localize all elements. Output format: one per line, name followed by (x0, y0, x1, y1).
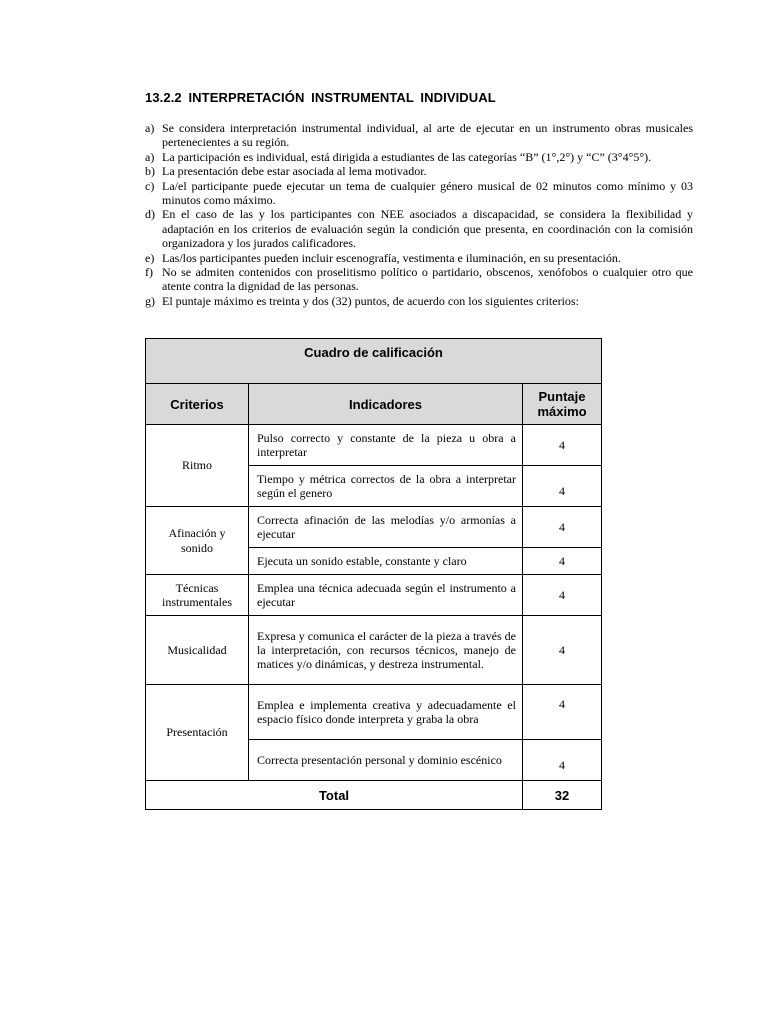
table-header-row (146, 384, 602, 425)
list-item (145, 207, 693, 250)
list-item (145, 294, 693, 308)
list-text: No se admiten contenidos con proselitismo político o partidario, obscenos, xenófobos o cualquier otro que atente contra la dignidad de las personas. (162, 265, 693, 294)
list-marker: e) (145, 250, 155, 265)
list-item (145, 179, 693, 208)
puntaje-cell: 4 (523, 740, 602, 781)
list-text: Las/los participantes pueden incluir escenografía, vestimenta e iluminación, en su presentación. (162, 250, 621, 265)
total-value: 32 (523, 781, 602, 810)
list-item (145, 251, 693, 265)
indicador-cell: Correcta presentación personal y dominio escénico (249, 740, 523, 781)
rules-list (145, 121, 693, 308)
list-item (145, 265, 693, 294)
indicador-cell: Emplea una técnica adecuada según el instrumento a ejecutar (249, 575, 523, 616)
indicador-cell: Tiempo y métrica correctos de la obra a interpretar según el genero (249, 466, 523, 507)
list-marker: a) (145, 121, 155, 135)
criterio-tecnicas: Técnicas instrumentales (146, 575, 249, 616)
list-marker: b) (145, 164, 155, 179)
list-text: En el caso de las y los participantes con NEE asociados a discapacidad, se considera la flexibilidad y adaptación en los criterios de evaluación según la condición que presenta, en coordinación con la comisión organizadora y los jurados calificadores. (162, 207, 693, 251)
list-item (145, 164, 693, 178)
indicador-cell: Ejecuta un sonido estable, constante y claro (249, 548, 523, 575)
list-item (145, 150, 693, 164)
table-row (146, 685, 602, 740)
header-puntaje: Puntaje máximo (523, 384, 602, 425)
criterio-afinacion: Afinación y sonido (146, 507, 249, 575)
list-item (145, 121, 693, 150)
table-title-row (146, 339, 602, 384)
criterio-musicalidad: Musicalidad (146, 616, 249, 685)
list-marker: f) (145, 265, 153, 280)
criterio-ritmo: Ritmo (146, 425, 249, 507)
list-text: La participación es individual, está dirigida a estudiantes de las categorías “B” (1°,2°) y “C” (3°4°5°). (162, 149, 652, 164)
list-text: La/el participante puede ejecutar un tema de cualquier género musical de 02 minutos como mínimo y 03 minutos como máximo. (162, 178, 693, 208)
table-row (146, 616, 602, 685)
indicador-cell: Correcta afinación de las melodías y/o armonías a ejecutar (249, 507, 523, 548)
puntaje-cell: 4 (523, 466, 602, 507)
header-indicadores: Indicadores (249, 384, 523, 425)
list-marker: d) (145, 207, 155, 222)
list-marker: c) (145, 178, 155, 193)
table-row (146, 575, 602, 616)
table-row (146, 507, 602, 548)
puntaje-cell: 4 (523, 575, 602, 616)
list-marker: a) (145, 149, 155, 164)
criterio-presentacion: Presentación (146, 685, 249, 781)
table-total-row (146, 781, 602, 810)
puntaje-cell: 4 (523, 425, 602, 466)
total-label: Total (146, 781, 523, 810)
indicador-cell: Expresa y comunica el carácter de la pieza a través de la interpretación, con recursos técnicos, manejo de matices y/o dinámicas, y destreza instrumental. (249, 616, 523, 685)
indicador-cell: Emplea e implementa creativa y adecuadamente el espacio físico donde interpreta y graba la obra (249, 685, 523, 740)
table-row (146, 425, 602, 466)
header-criterios: Criterios (146, 384, 249, 425)
indicador-cell: Pulso correcto y constante de la pieza u obra a interpretar (249, 425, 523, 466)
section-heading: 13.2.2 INTERPRETACIÓN INSTRUMENTAL INDIVIDUAL (145, 90, 496, 105)
grading-table (145, 338, 602, 810)
list-text: La presentación debe estar asociada al lema motivador. (162, 164, 427, 179)
list-text: Se considera interpretación instrumental individual, al arte de ejecutar en un instrumento obras musicales pertenecientes a su región. (162, 121, 693, 150)
list-text: El puntaje máximo es treinta y dos (32) puntos, de acuerdo con los siguientes criterios: (162, 293, 579, 308)
puntaje-cell: 4 (523, 548, 602, 575)
puntaje-cell: 4 (523, 616, 602, 685)
table-title: Cuadro de calificación (146, 339, 602, 384)
puntaje-cell: 4 (523, 507, 602, 548)
list-marker: g) (145, 293, 155, 308)
puntaje-cell: 4 (523, 685, 602, 740)
